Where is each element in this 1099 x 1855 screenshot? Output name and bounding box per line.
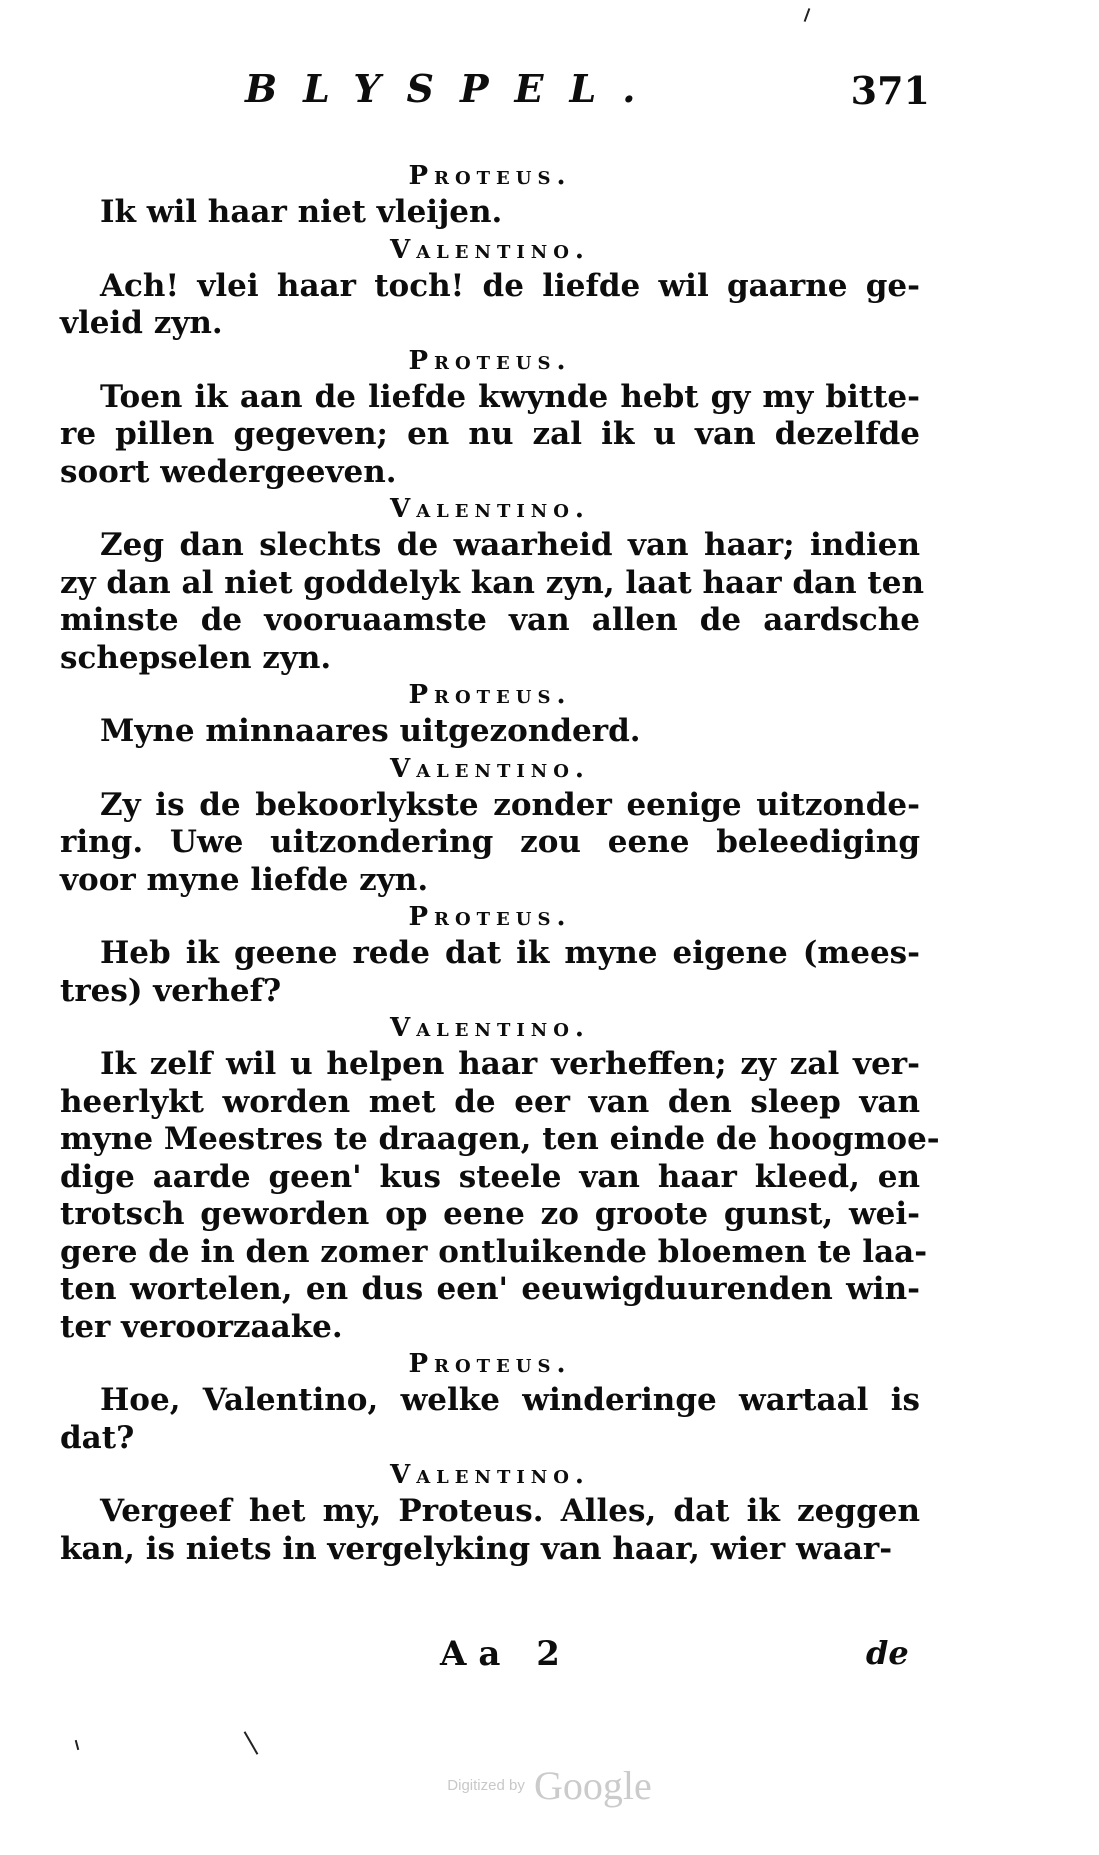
text-line: schepselen zyn. xyxy=(60,639,332,676)
speech-paragraph xyxy=(60,379,920,492)
speaker-heading: Valentino. xyxy=(390,753,590,784)
text-line: Heb ik geene rede dat ik myne eigene (mees- xyxy=(100,935,920,971)
text-line: zy dan al niet goddelyk kan zyn, laat haar dan ten xyxy=(60,564,925,601)
speech-paragraph xyxy=(60,1382,920,1457)
speech-paragraph xyxy=(60,268,920,343)
text-line: dat? xyxy=(60,1419,135,1456)
text-line: Vergeef het my, Proteus. Alles, dat ik zeggen xyxy=(100,1493,920,1529)
text-line: Ach! vlei haar toch! de liefde wil gaarne ge- xyxy=(100,267,920,304)
text-line: kan, is niets in vergelyking van haar, wier waar- xyxy=(60,1530,893,1567)
speech-paragraph xyxy=(60,1493,920,1568)
text-line: re pillen gegeven; en nu zal ik u van dezelfde xyxy=(60,416,920,452)
dialogue-body xyxy=(60,158,940,1568)
text-line: Hoe, Valentino, welke winderinge wartaal is xyxy=(100,1382,920,1418)
text-line: tres) verhef? xyxy=(60,972,282,1009)
signature-mark: Aa 2 xyxy=(440,1634,572,1674)
ink-speck xyxy=(75,1740,80,1750)
text-line: Ik zelf wil u helpen haar verheffen; zy zal ver- xyxy=(100,1046,920,1082)
text-line: minste de vooruaamste van allen de aardsche xyxy=(60,602,920,638)
text-line: Toen ik aan de liefde kwynde hebt gy my bitte- xyxy=(100,378,920,415)
speech-paragraph xyxy=(60,527,925,677)
text-line: myne Meestres te draagen, ten einde de hoogmoe- xyxy=(60,1121,940,1157)
text-line: trotsch geworden op eene zo groote gunst, wei- xyxy=(60,1196,920,1232)
text-line: heerlykt worden met de eer van den sleep van xyxy=(60,1083,920,1120)
speaker-heading: Proteus. xyxy=(408,1349,572,1379)
digitization-footer xyxy=(0,1762,1099,1809)
speech-paragraph xyxy=(60,787,920,900)
speaker-heading: Valentino. xyxy=(390,234,590,265)
text-line: vleid zyn. xyxy=(60,305,223,341)
ink-speck xyxy=(804,8,811,22)
speech-paragraph xyxy=(60,935,920,1010)
ink-speck xyxy=(244,1731,259,1755)
text-line: Zeg dan slechts de waarheid van haar; indien xyxy=(100,527,920,563)
text-line: dige aarde geen' kus steele van haar kleed, en xyxy=(60,1158,920,1195)
page-number: 371 xyxy=(850,68,930,113)
digitized-by-label: Digitized by xyxy=(447,1777,525,1794)
text-line: ten wortelen, en dus een' eeuwigduurenden win- xyxy=(60,1271,920,1307)
speaker-heading: Proteus. xyxy=(408,680,572,710)
speech-paragraph xyxy=(60,1046,940,1346)
speaker-heading: Proteus. xyxy=(408,345,572,376)
speaker-heading: Proteus. xyxy=(408,902,572,932)
page-header xyxy=(85,66,930,116)
running-title: BLYSPEL. xyxy=(245,66,662,111)
text-line: voor myne liefde zyn. xyxy=(60,861,429,898)
speech-paragraph xyxy=(60,194,920,232)
catchword: de xyxy=(866,1634,909,1672)
speech-paragraph xyxy=(60,713,920,751)
speaker-heading: Valentino. xyxy=(390,1460,590,1490)
speaker-heading: Proteus. xyxy=(408,161,572,191)
text-line: ring. Uwe uitzondering zou eene beleediging xyxy=(60,824,920,860)
text-line: Myne minnaares uitgezonderd. xyxy=(100,713,641,749)
text-line: Zy is de bekoorlykste zonder eenige uitzonde- xyxy=(100,786,920,823)
text-line: soort wedergeeven. xyxy=(60,453,397,490)
google-logo: Google xyxy=(533,1763,652,1808)
text-line: gere de in den zomer ontluikende bloemen te laa- xyxy=(60,1233,928,1270)
speaker-heading: Valentino. xyxy=(390,1013,590,1043)
text-line: Ik wil haar niet vleijen. xyxy=(100,194,503,230)
speaker-heading: Valentino. xyxy=(390,494,590,524)
text-line: ter veroorzaake. xyxy=(60,1308,343,1345)
